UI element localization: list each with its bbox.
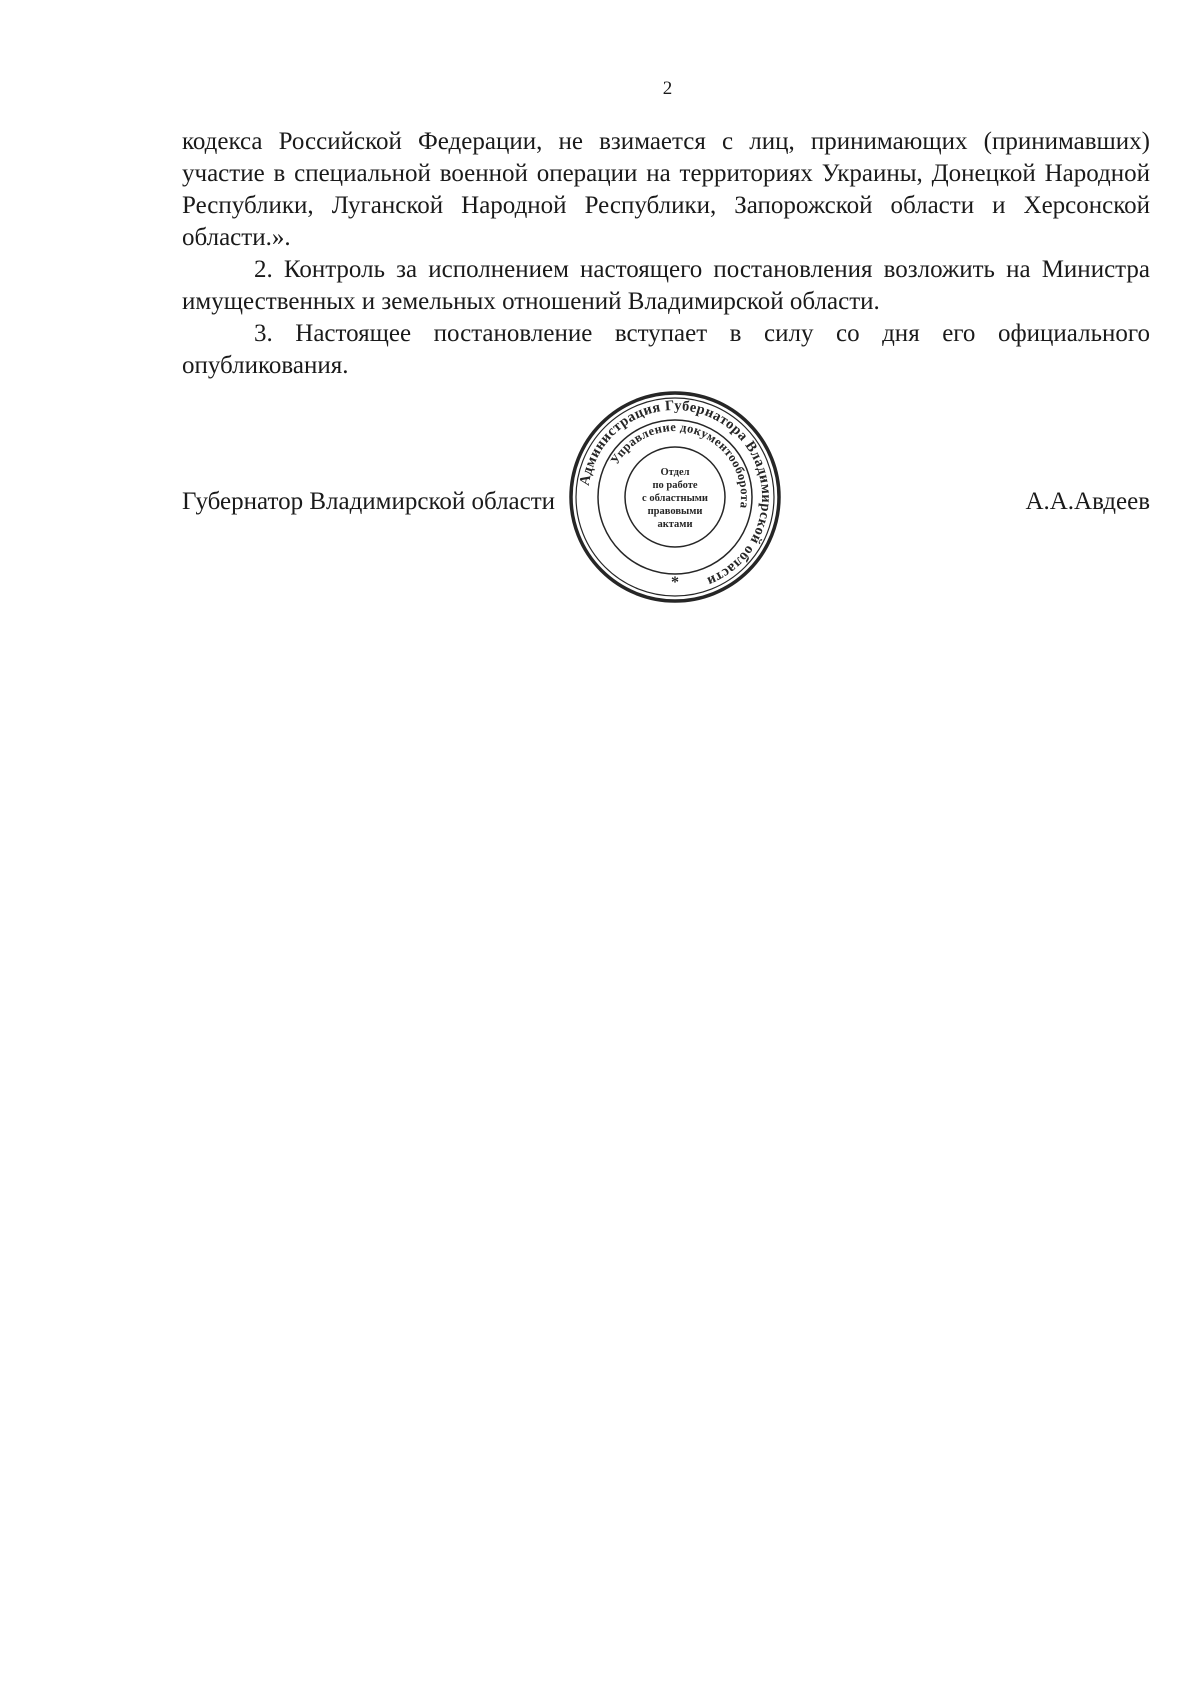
stamp-inner-ring-text: Управление документооборота <box>607 419 753 510</box>
stamp-center-line-2: по работе <box>652 480 698 491</box>
paragraph-item-2: 2. Контроль за исполнением настоящего постановления возложить на Министра имущественных и земельных отношений Владимирской области. <box>182 256 1150 315</box>
stamp-center-line-5: актами <box>657 519 693 530</box>
paragraph-item-3: 3. Настоящее постановление вступает в силу со дня его официального опубликования. <box>182 320 1150 379</box>
page-number: 2 <box>662 78 673 99</box>
stamp-outer-ring-text: Администрация Губернатора Владимирской области <box>576 397 775 590</box>
stamp-center-line-3: с областными <box>642 493 708 504</box>
stamp-center-line-1: Отдел <box>660 467 690 478</box>
stamp-center-line-4: правовыми <box>647 506 703 517</box>
signer-name: А.А.Авдеев <box>1025 488 1150 515</box>
signer-position: Губернатор Владимирской области <box>182 488 556 515</box>
stamp-seal-graphic <box>568 390 782 604</box>
paragraph-continuation: кодекса Российской Федерации, не взимается с лиц, принимающих (принимавших) участие в специальной военной операции на территориях Украины, Донецкой Народной Республики, Луганской Народной Республики, Запорожской области и Херсонской области.». <box>182 128 1150 251</box>
stamp-star-icon: * <box>671 574 679 591</box>
official-stamp <box>568 390 782 604</box>
document-body <box>182 126 1150 382</box>
